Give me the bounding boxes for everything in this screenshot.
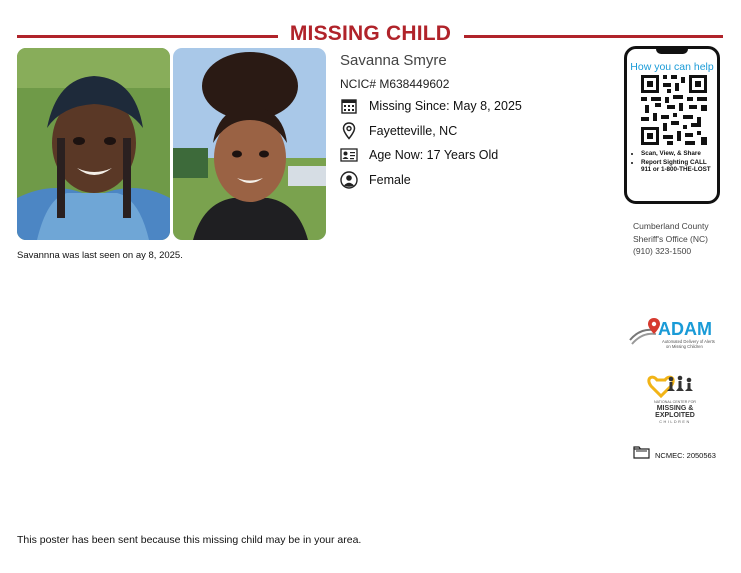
detail-location <box>340 121 458 141</box>
svg-text:ADAM: ADAM <box>658 319 712 339</box>
agency-contact <box>633 220 709 258</box>
detail-age <box>340 145 499 165</box>
page-title: MISSING CHILD <box>289 22 452 45</box>
folder-icon <box>633 446 650 464</box>
svg-text:MISSING &: MISSING & <box>656 405 694 412</box>
calendar-icon <box>340 97 358 115</box>
qr-code[interactable] <box>641 75 707 150</box>
agency-line-1: Cumberland County <box>633 221 709 231</box>
agency-phone: (910) 323-1500 <box>633 246 692 256</box>
svg-text:Automated Delivery of Alerts: Automated Delivery of Alerts <box>662 339 715 344</box>
svg-text:NATIONAL CENTER FOR: NATIONAL CENTER FOR <box>654 400 696 404</box>
child-photo-2 <box>173 48 326 240</box>
footer-note: This poster has been sent because this missing child may be in your area. <box>17 534 362 546</box>
help-card <box>624 46 720 204</box>
missing-since-text: Missing Since: May 8, 2025 <box>369 99 522 113</box>
help-bullet-scan: • Scan, View, & Share <box>641 150 715 158</box>
phone-notch <box>656 48 688 54</box>
help-bullets <box>631 150 715 175</box>
location-pin-icon <box>340 122 358 140</box>
last-seen-caption: Savannna was last seen on ay 8, 2025. <box>17 250 183 261</box>
ncic-number: NCIC# M638449602 <box>340 77 450 91</box>
ncmec-number-row <box>633 446 716 464</box>
svg-text:on Missing Children: on Missing Children <box>666 344 703 349</box>
svg-text:EXPLOITED: EXPLOITED <box>655 412 695 419</box>
person-icon <box>340 171 358 189</box>
child-name: Savanna Smyre <box>340 52 447 69</box>
help-bullet-report: • Report Sighting CALL 911 or 1-800-THE-LOST <box>641 159 715 174</box>
ncmec-logo <box>647 370 703 426</box>
child-photo-1 <box>17 48 170 240</box>
age-text: Age Now: 17 Years Old <box>369 148 499 162</box>
help-heading: How you can help <box>630 61 714 73</box>
location-text: Fayetteville, NC <box>369 124 458 138</box>
adam-logo <box>628 318 720 352</box>
detail-missing-since <box>340 96 522 116</box>
ncmec-number: NCMEC: 2050563 <box>655 450 716 460</box>
agency-line-2: Sheriff's Office (NC) <box>633 233 708 244</box>
id-card-icon <box>340 146 358 164</box>
sex-text: Female <box>369 173 411 187</box>
svg-text:CHILDREN: CHILDREN <box>659 420 691 424</box>
detail-sex <box>340 170 411 190</box>
